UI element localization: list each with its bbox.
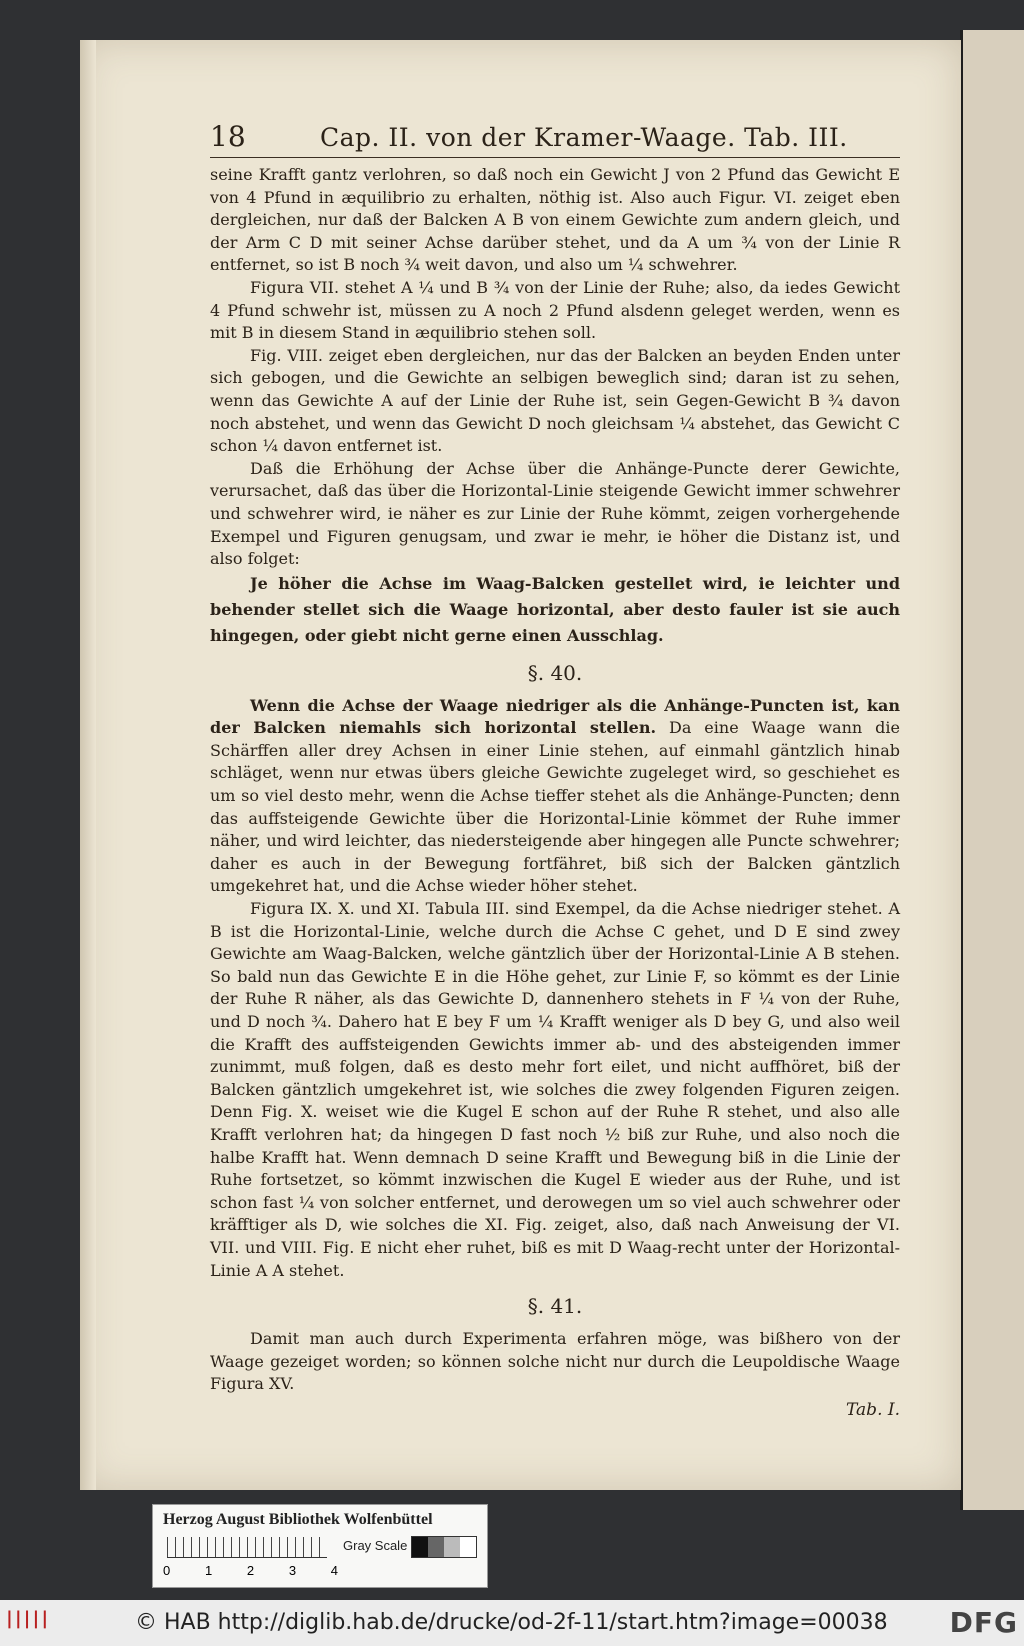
color-scale-card <box>152 1504 488 1588</box>
body-text <box>210 164 900 1420</box>
section-40-lead: Wenn die Achse der Waage niedriger als die Anhänge-Puncten ist, kan der Balcken niemahls sich horizontal stellen. <box>210 695 900 738</box>
page-content <box>210 120 900 1420</box>
library-name: Herzog August Bibliothek Wolfenbüttel <box>163 1511 433 1528</box>
paragraph: Daß die Erhöhung der Achse über die Anhänge-Puncte derer Gewichte, verursachet, daß das über die Horizontal-Linie steigende Gewicht immer schwehrer und schwehrer wird, ie näher es zur Linie der Ruhe kömmt, zeigen vorhergehende Exempel und Figuren genugsam, und zwar ie mehr, ie höher die Distanz ist, und also folget: <box>210 458 900 569</box>
gray-scale-swatches <box>411 1536 477 1558</box>
section-heading-40: §. 40. <box>527 660 583 685</box>
paragraph: Figura IX. X. und XI. Tabula III. sind Exempel, da die Achse niedriger stehet. A B ist die Horizontal-Linie, welche durch die Achse C gehet, und D E sind zwey Gewichte am Waag-Balcken, welche gäntzlich über der Horizontal-Linie A B stehen. So bald nun das Gewichte E in die Höhe gehet, zur Linie F, so kömmt es der Linie der Ruhe R näher, als das Gewichte D, dannenhero stehets in F ¼ von der Ruhe, und D noch ¾. Dahero hat E bey F um ¼ Krafft weniger als D bey G, und also weil die Krafft des auffsteigenden Gewichts immer ab- und des absteigenden immer zunimmt, muß folgen, daß es desto mehr fort eilet, und nicht auffhöret, biß der Balcken gäntzlich umgekehret ist, wie solches die zwey folgenden Figuren zeigen. Denn Fig. X. weiset wie die Kugel E schon auf der Ruhe R stehet, und also alle Krafft verlohren hat; da hingegen D fast noch ½ biß zur Ruhe, und also noch die halbe Krafft hat. Wenn demnach D seine Krafft und Bewegung biß in die Linie der Ruhe fortsetzet, so kömmt inzwischen die Kugel E wieder aus der Ruhe, und ist schon fast ¼ von solcher entfernet, und derowegen um so viel auch schwehrer oder kräfftiger als D, wie solches die XI. Fig. zeiget, also, daß nach Anweisung der VI. VII. und VIII. Fig. E nicht eher ruhet, biß es mit D Waag-recht unter der Horizontal-Linie A A stehet. <box>210 899 900 1280</box>
section-heading-41: §. 41. <box>527 1294 583 1319</box>
source-url[interactable]: © HAB http://diglib.hab.de/drucke/od-2f-11/start.htm?image=00038 <box>135 1610 888 1635</box>
footer-bar <box>0 1600 1024 1646</box>
paragraph: Fig. VIII. zeiget eben dergleichen, nur das der Balcken an beyden Enden unter sich gebogen, und die Gewichte an selbigen beweglich sind; daran ist zu sehen, wenn das Gewichte A auf der Linie der Ruhe ist, sein Gegen-Gewicht B ¾ davon noch abstehet, und wenn das Gewicht D noch gleichsam ¼ abstehet, das Gewicht C schon ¼ davon entfernet ist. <box>210 345 900 456</box>
chapter-title: Cap. II. von der Kramer-Waage. Tab. III. <box>320 123 848 152</box>
paragraph: Damit man auch durch Experimenta erfahren möge, was bißhero von der Waage gezeiget worden; so können solche nicht nur durch die Leupoldische Waage Figura XV. <box>210 1329 900 1394</box>
paragraph: seine Krafft gantz verlohren, so daß noch ein Gewicht J von 2 Pfund das Gewicht E von 4 Pfund in æquilibrio zu erhalten, nöthig ist. Also auch Figur. VI. zeiget eben dergleichen, nur daß der Balcken A B von einem Gewichte zum andern gleich, und der Arm C D mit seiner Achse darüber stehet, und da A um ¾ von der Linie R entfernet, so ist B noch ¾ weit davon, und also um ¼ schwehrer. <box>210 165 900 275</box>
ruler-ticks <box>167 1537 327 1558</box>
gray-scale-label: Gray Scale <box>343 1538 408 1553</box>
page-gutter-shade <box>80 40 96 1490</box>
section-40-body: Da eine Waage wann die Schärffen aller drey Achsen in einer Linie stehen, auf einmahl gäntzlich hinab schläget, wenn nur etwas übers gleiche Gewichte zugeleget wird, so geschiehet es um so viel desto mehr, wenn die Achse tieffer stehet als die Anhänge-Puncten; denn das auffsteigende Gewichte über die Horizontal-Linie kömmet der Ruhe immer näher, und wird leichter, das niedersteigende aber hingegen alle Puncte schwehrer; daher es auch in der Bewegung fortfähret, biß sich der Balcken gäntzlich umgekehret hat, und die Achse wieder höher stehet. <box>210 718 900 896</box>
ruler-numbers: 0 1 2 3 4 <box>163 1563 338 1578</box>
emphasized-rule: Je höher die Achse im Waag-Balcken gestellet wird, ie leichter und behender stellet sich die Waage horizontal, aber desto fauler ist sie auch hingegen, oder giebt nicht gerne einen Ausschlag. <box>210 573 900 645</box>
page-number: 18 <box>210 120 246 153</box>
hab-logo-icon: ||||| <box>4 1608 49 1629</box>
dfg-logo: DFG <box>949 1606 1018 1639</box>
running-header <box>210 120 900 158</box>
paragraph: Figura VII. stehet A ¼ und B ¾ von der Linie der Ruhe; also, da iedes Gewicht 4 Pfund schwehr ist, müssen zu A noch 2 Pfund alsdenn geleget werden, wenn es mit B in diesem Stand in æquilibrio stehen soll. <box>210 277 900 343</box>
adjacent-page-edge <box>960 30 1024 1510</box>
catchword: Tab. I. <box>846 1399 900 1420</box>
